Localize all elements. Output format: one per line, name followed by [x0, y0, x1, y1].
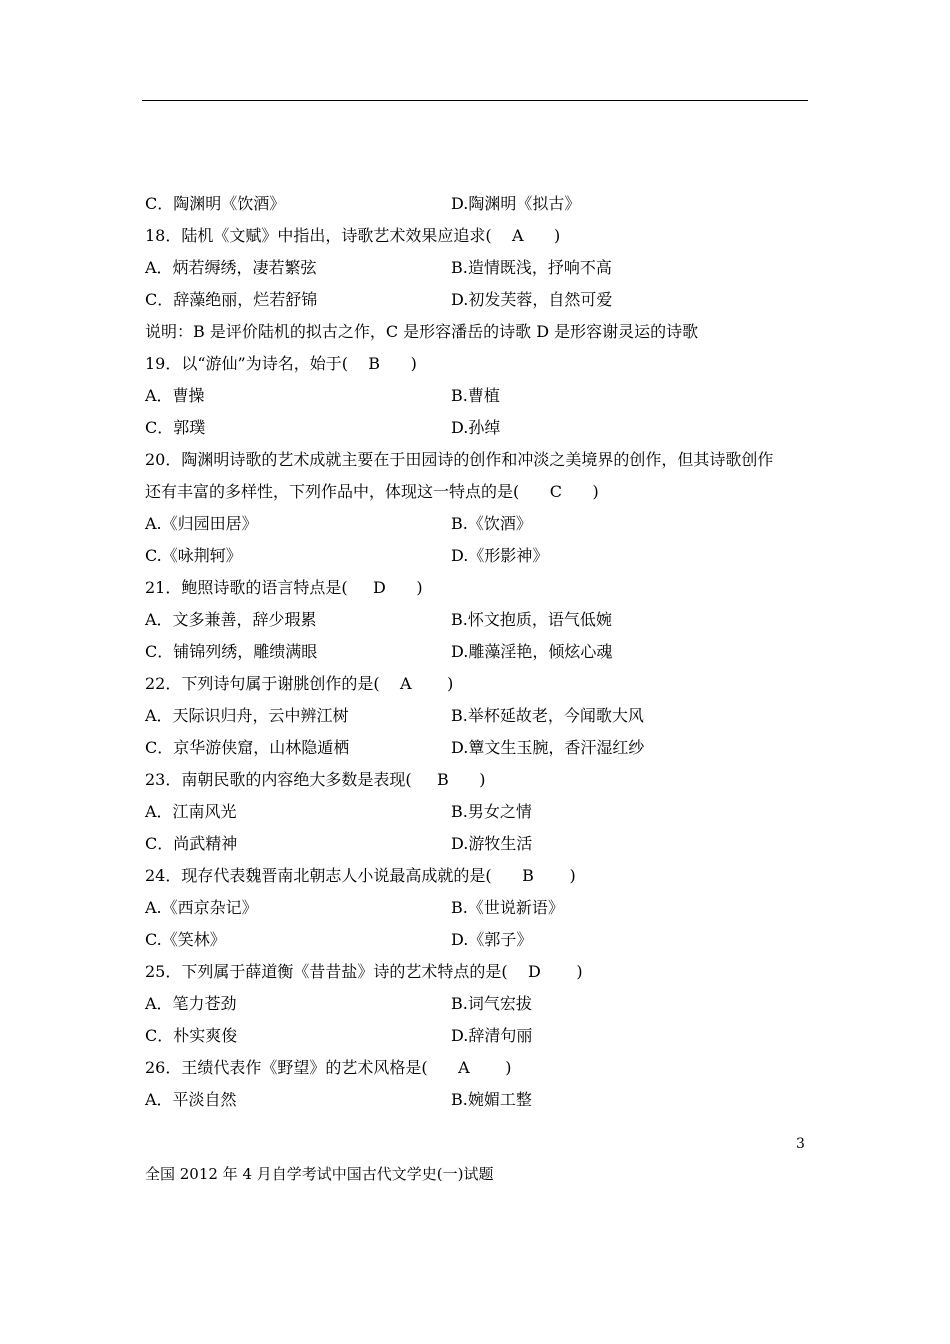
option-right: D.初发芙蓉，自然可爱	[451, 290, 613, 309]
question-text: 18．陆机《文赋》中指出，诗歌艺术效果应追求( A )	[145, 226, 561, 245]
question-text: 22．下列诗句属于谢朓创作的是( A )	[145, 674, 454, 693]
option-left: C．铺锦列绣，雕缋满眼	[145, 642, 318, 661]
option-right: D.辞清句丽	[451, 1026, 533, 1045]
option-left: C．郭璞	[145, 418, 206, 437]
option-left: A．曹操	[145, 386, 205, 405]
option-left: C．陶渊明《饮酒》	[145, 194, 286, 213]
option-row	[145, 700, 810, 732]
option-right: D.簟文生玉腕，香汗湿红纱	[451, 738, 645, 757]
question-text: 26．王绩代表作《野望》的艺术风格是( A )	[145, 1058, 512, 1077]
option-row	[145, 732, 810, 764]
option-row	[145, 604, 810, 636]
option-row	[145, 796, 810, 828]
option-left: A．平淡自然	[145, 1090, 237, 1109]
option-right: B.男女之情	[451, 802, 532, 821]
option-right: B.造情既浅，抒响不高	[451, 258, 612, 277]
option-left: A．天际识归舟，云中辨江树	[145, 706, 349, 725]
option-right: D.孙绰	[451, 418, 501, 437]
option-left: A．江南风光	[145, 802, 237, 821]
option-right: B.词气宏拔	[451, 994, 532, 1013]
option-left: C．辞藻绝丽，烂若舒锦	[145, 290, 318, 309]
option-left: C.《咏荆轲》	[145, 546, 242, 565]
question-text: 23．南朝民歌的内容绝大多数是表现( B )	[145, 770, 486, 789]
option-row	[145, 188, 810, 220]
question-text: 还有丰富的多样性，下列作品中，体现这一特点的是( C )	[145, 482, 599, 501]
option-row	[145, 924, 810, 956]
option-right: D.《形影神》	[451, 546, 549, 565]
option-right: D.游牧生活	[451, 834, 533, 853]
option-left: A.《归园田居》	[145, 514, 258, 533]
option-left: C．朴实爽俊	[145, 1026, 238, 1045]
question-text: 21．鲍照诗歌的语言特点是( D )	[145, 578, 423, 597]
option-row	[145, 252, 810, 284]
option-left: C．京华游侠窟，山林隐遁栖	[145, 738, 350, 757]
option-row	[145, 284, 810, 316]
option-row	[145, 988, 810, 1020]
option-row	[145, 828, 810, 860]
explanation-note: 说明：B 是评价陆机的拟古之作，C 是形容潘岳的诗歌 D 是形容谢灵运的诗歌	[145, 322, 699, 341]
option-right: D.陶渊明《拟古》	[451, 194, 581, 213]
option-row	[145, 636, 810, 668]
header-rule	[142, 100, 808, 101]
option-right: B.《饮酒》	[451, 514, 532, 533]
question-text: 24．现存代表魏晋南北朝志人小说最高成就的是( B )	[145, 866, 576, 885]
option-row	[145, 1020, 810, 1052]
option-row	[145, 540, 810, 572]
option-right: D.雕藻淫艳，倾炫心魂	[451, 642, 613, 661]
option-left: A．笔力苍劲	[145, 994, 237, 1013]
option-row	[145, 380, 810, 412]
option-right: D.《郭子》	[451, 930, 533, 949]
option-left: C．尚武精神	[145, 834, 238, 853]
option-row	[145, 412, 810, 444]
option-right: B.婉媚工整	[451, 1090, 532, 1109]
question-list	[145, 188, 810, 1116]
option-left: A．炳若缛绣，凄若繁弦	[145, 258, 317, 277]
question-text: 25．下列属于薛道衡《昔昔盐》诗的艺术特点的是( D )	[145, 962, 583, 981]
option-right: B.曹植	[451, 386, 500, 405]
option-row	[145, 508, 810, 540]
option-left: C.《笑林》	[145, 930, 226, 949]
option-left: A.《西京杂记》	[145, 898, 258, 917]
option-right: B.怀文抱质，语气低婉	[451, 610, 612, 629]
option-row	[145, 892, 810, 924]
option-row	[145, 1084, 810, 1116]
option-left: A．文多兼善，辞少瑕累	[145, 610, 317, 629]
option-right: B.举杯延故老，今闻歌大风	[451, 706, 644, 725]
question-text: 20．陶渊明诗歌的艺术成就主要在于田园诗的创作和冲淡之美境界的创作，但其诗歌创作	[145, 450, 774, 469]
question-text: 19．以“游仙”为诗名，始于( B )	[145, 354, 417, 373]
option-right: B.《世说新语》	[451, 898, 564, 917]
footer-title: 全国 2012 年 4 月自学考试中国古代文学史(一)试题	[145, 1165, 494, 1183]
page-number: 3	[796, 1136, 805, 1152]
